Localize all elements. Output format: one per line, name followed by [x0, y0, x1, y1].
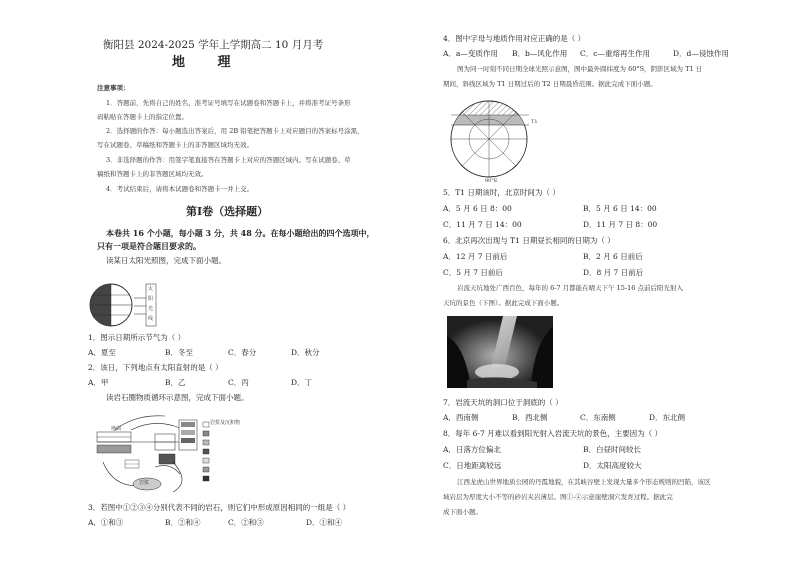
fig2-label-magma: 岩浆 [139, 480, 150, 486]
polar-illumination-figure [449, 95, 539, 185]
tiankeng-photo [447, 316, 553, 388]
fig1-label: 线 [148, 316, 154, 322]
option-a[interactable]: A．西南侧 [443, 413, 479, 422]
question-stem: 3．若图中①②③④分别代表不同的岩石，则它们中形成原因相同的一组是（ ） [88, 503, 351, 512]
option-d[interactable]: D．东北侧 [649, 413, 686, 422]
option-a[interactable]: A．夏至 [88, 348, 116, 357]
section-instructions: 只有一项是符合题目要求的。 [97, 241, 201, 251]
intro-text: 读岩石圈物质循环示意图，完成下面小题。 [106, 393, 249, 402]
fig3-label-t1: T1 [531, 119, 538, 125]
question-stem: 2．该日，下列地点有太阳直射的是（ ） [88, 363, 223, 372]
question-stem: 8．每年 6-7 月难以看到阳光射入岩流天坑的景色，主要因为（ ） [443, 429, 662, 438]
intro-text: 江西龙虎山世界地质公园的丹霞地貌，在其峡谷壁上发现大量多个形态规则的凹陷，该区 [457, 478, 711, 486]
exam-title: 衡阳县 2024-2025 学年上学期高二 10 月月考 [103, 39, 324, 51]
question-stem: 5．T1 日期该时，北京时间为（ ） [443, 188, 560, 197]
question-stem: 4．图中字母与地质作用对应正确的是（ ） [443, 34, 586, 43]
notice-line: 稿纸和答题卡上的非答题区域均无效。 [97, 170, 208, 178]
option-c[interactable]: C．春分 [228, 348, 257, 357]
option-b[interactable]: B．西北侧 [512, 413, 548, 422]
option-b[interactable]: B．b—风化作用 [512, 49, 568, 58]
option-d[interactable]: D．11 月 7 日 8：00 [583, 220, 658, 229]
option-d[interactable]: D．丁 [291, 378, 313, 387]
intro-text: 天坑的景色（下图）。据此完成下面小题。 [443, 299, 564, 307]
option-c[interactable]: C．11 月 7 日 14：00 [443, 220, 522, 229]
intro-text: 成下面小题。 [443, 508, 482, 516]
intro-text: 域岩层为厚度大小不等的砂岩夹岩薄层。图①-④示意崖壁洞穴发育过程。据此完 [443, 493, 673, 501]
intro-text: 期间，斜线区域为 T1 日期过后的 T2 日期晨昏范围。据此完成下面小题。 [443, 80, 657, 88]
option-a[interactable]: A．12 月 7 日前后 [443, 252, 508, 261]
intro-text: 岩流天坑地处广西百色，每年的 6-7 月都能在晴天下午 15-16 点前后阳光射入 [457, 284, 683, 292]
section-instructions: 本卷共 16 个小题，每小题 3 分，共 48 分。在每小题给出的四个选项中， [106, 228, 375, 238]
option-c[interactable]: C．丙 [228, 378, 249, 387]
notice-line: 2．选择题的作答：每小题选出答案后，用 2B 铅笔把答题卡上对应题目的答案标号涂黑， [106, 127, 364, 135]
option-a[interactable]: A．甲 [88, 378, 109, 387]
option-d[interactable]: D．d—侵蚀作用 [673, 49, 729, 58]
option-d[interactable]: D．秋分 [291, 348, 320, 357]
intro-text: 读某日太阳光照图，完成下面小题。 [106, 256, 226, 265]
option-b[interactable]: B．5 月 6 日 14：00 [583, 204, 657, 213]
option-b[interactable]: B．②和④ [165, 518, 201, 527]
option-d[interactable]: D．太阳高度较大 [583, 461, 642, 470]
fig1-label: 光 [148, 306, 154, 312]
fig2-label-surface: 地面 [111, 426, 122, 432]
option-c[interactable]: C．②和③ [228, 518, 264, 527]
option-c[interactable]: C．5 月 7 日前后 [443, 268, 503, 277]
option-a[interactable]: A．5 月 6 日 8：00 [443, 204, 512, 213]
notice-line: 1．答题前，先将自己的姓名、准考证号填写在试题卷和答题卡上，并将准考证号条形 [106, 99, 351, 107]
right-column [397, 0, 794, 562]
notice-line: 3．非选择题的作答：用签字笔直接答在答题卡上对应的答题区域内。写在试题卷、草 [106, 156, 351, 164]
question-stem: 6．北京再次出现与 T1 日期昼长相同的日期为（ ） [443, 236, 615, 245]
option-b[interactable]: B．乙 [165, 378, 186, 387]
option-a[interactable]: A．a—变质作用 [443, 49, 498, 58]
option-b[interactable]: B．2 月 6 日前后 [583, 252, 643, 261]
section-title: 第Ⅰ卷（选择题） [186, 205, 269, 218]
fig1-label: 阳 [148, 296, 154, 302]
legend-label: 岩浆及沉积物 [210, 420, 241, 426]
fig1-label: 太 [148, 286, 154, 292]
option-d[interactable]: D．①和④ [306, 518, 343, 527]
question-stem: 1．图示日期所示节气为（ ） [88, 333, 186, 342]
notice-line: 码粘贴在答题卡上的指定位置。 [97, 113, 188, 121]
option-c[interactable]: C．c—重熔再生作用 [580, 49, 650, 58]
intro-text: 图为同一时刻不同日期全球光照示意图，图中最外圆纬度为 60°S，阴影区域为 T1 日 [457, 65, 703, 73]
option-b[interactable]: B．冬至 [165, 348, 194, 357]
question-stem: 7．岩流天坑的洞口位于洞底的（ ） [443, 398, 563, 407]
notice-line: 写在试题卷、草稿纸和答题卡上的非答题区域均无效。 [97, 141, 253, 149]
subject-title: 地 理 [172, 55, 245, 70]
option-a[interactable]: A．日落方位偏北 [443, 445, 501, 454]
option-c[interactable]: C．东南侧 [580, 413, 616, 422]
notice-line: 4．考试结束后，请将本试题卷和答题卡一并上交。 [106, 185, 254, 193]
notice-heading: 注意事项： [97, 84, 130, 92]
option-c[interactable]: C．日地距离较远 [443, 461, 502, 470]
fig3-label-bottom: 90°E [485, 178, 498, 184]
option-b[interactable]: B．白昼时间较长 [583, 445, 642, 454]
option-a[interactable]: A．①和③ [88, 518, 124, 527]
option-d[interactable]: D．8 月 7 日前后 [583, 268, 644, 277]
